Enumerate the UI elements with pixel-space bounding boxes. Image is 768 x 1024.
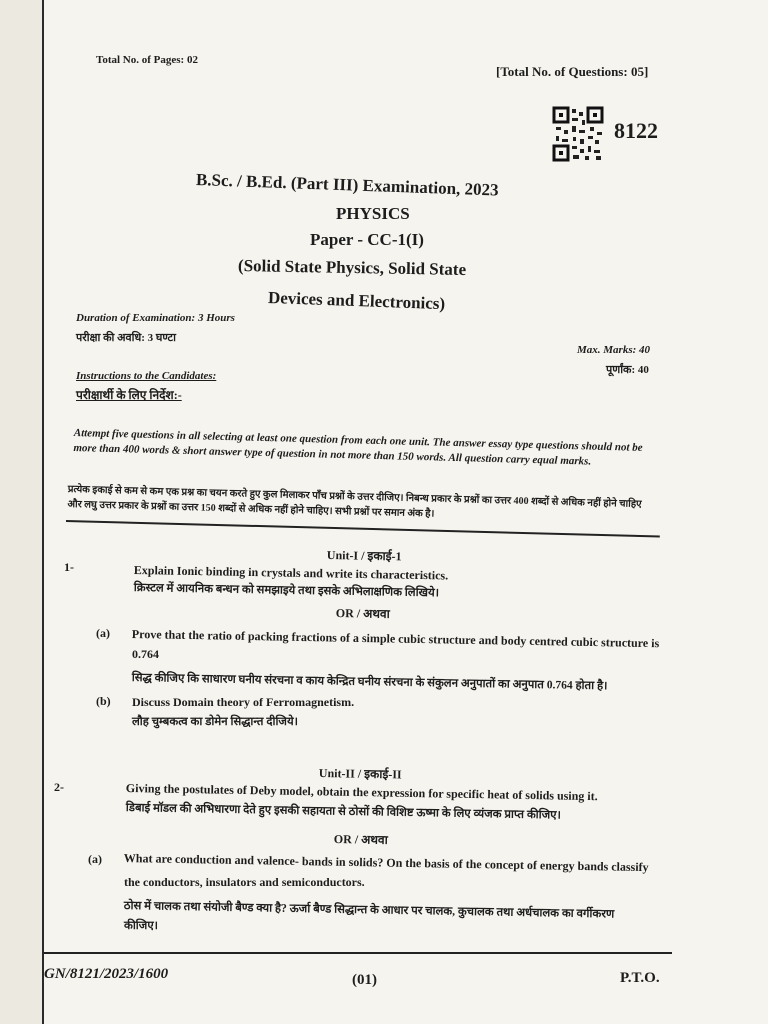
qr-code-icon bbox=[552, 106, 604, 162]
part-label: (b) bbox=[96, 694, 111, 708]
part-text-english-cont: the conductors, insulators and semiconductors. bbox=[124, 875, 365, 889]
part-text-english-cont: 0.764 bbox=[132, 647, 159, 661]
max-marks-english: Max. Marks: 40 bbox=[577, 344, 651, 356]
paper-code: 8122 bbox=[614, 118, 658, 143]
subject-title: PHYSICS bbox=[336, 204, 410, 223]
part-text-english: What are conduction and valence- bands in solids? On the basis of the concept of energy bands classify bbox=[123, 850, 649, 875]
footer-divider bbox=[44, 952, 672, 954]
instructions-heading-english: Instructions to the Candidates: bbox=[76, 370, 217, 382]
question-number: 1- bbox=[64, 560, 74, 574]
question-text-hindi: क्रिस्टल में आयनिक बन्धन को समझाइये तथा इसके अभिलाक्षणिक लिखिये। bbox=[133, 581, 440, 600]
total-pages: Total No. of Pages: 02 bbox=[96, 54, 198, 66]
paper-topic-line1: (Solid State Physics, Solid State bbox=[237, 256, 467, 279]
instructions-text-english: Attempt five questions in all selecting at least one question from each one unit. The answer essay type questions should not be more than 400 words & short answer type of question in not more than 150 words. All question carry equal marks. bbox=[73, 426, 643, 468]
part-text-hindi: सिद्ध कीजिए कि साधारण घनीय संरचना व काय केन्द्रित घनीय संरचना के संकुलन अनुपातों का अनुपात 0.764 होता है। bbox=[131, 671, 608, 693]
or-separator: OR / अथवा bbox=[333, 831, 388, 847]
duration-hindi: परीक्षा की अवधि: 3 घण्टा bbox=[76, 332, 176, 344]
question-number: 2- bbox=[54, 780, 64, 794]
instructions-heading-hindi: परीक्षार्थी के लिए निर्देश:- bbox=[76, 388, 182, 402]
question-text-english: Giving the postulates of Deby model, obtain the expression for specific heat of solids using it. bbox=[125, 780, 598, 804]
page-number: (01) bbox=[352, 972, 377, 988]
paper-name: Paper - CC-1(I) bbox=[310, 230, 424, 249]
part-text-hindi: लौह चुम्बकत्व का डोमेन सिद्धान्त दीजिये। bbox=[132, 716, 298, 728]
total-questions: [Total No. of Questions: 05] bbox=[496, 64, 649, 79]
footer-code: GN/8121/2023/1600 bbox=[44, 966, 169, 982]
question-text-hindi: डिबाई मॉडल की अभिधारणा देते हुए इसकी सहायता से ठोसों की विशिष्ट ऊष्मा के लिए व्यंजक प्राप्त कीजिए। bbox=[125, 801, 562, 822]
instructions-text-hindi: प्रत्येक इकाई से कम से कम एक प्रश्न का चयन करते हुए कुल मिलाकर पाँच प्रश्नों के उत्तर दीजिए। निबन्ध प्रकार के प्रश्नों का उत्तर 400 शब्दों से अधिक नहीं होने चाहिए और लघु उत्तर प्रकार के प्रश्नों का उत्तर 150 शब्दों से अधिक नहीं होने चाहिए। सभी प्रश्नों पर समान अंक है। bbox=[67, 483, 642, 520]
part-text-hindi: ठोस में चालक तथा संयोजी बैण्ड क्या है? ऊर्जा बैण्ड सिद्धान्त के आधार पर चालक, कुचालक तथा अर्धचालक का वर्गीकरण bbox=[123, 899, 615, 921]
max-marks-hindi: पूर्णांक: 40 bbox=[606, 364, 649, 376]
paper-topic-line2: Devices and Electronics) bbox=[267, 288, 446, 314]
exam-title: B.Sc. / B.Ed. (Part III) Examination, 2023 bbox=[195, 170, 499, 200]
question-text-english: Explain Ionic binding in crystals and write its characteristics. bbox=[133, 562, 449, 583]
part-label: (a) bbox=[96, 626, 110, 640]
unit-heading: Unit-I / इकाई-1 bbox=[326, 547, 402, 564]
duration-english: Duration of Examination: 3 Hours bbox=[76, 312, 235, 324]
or-separator: OR / अथवा bbox=[335, 605, 390, 621]
part-label: (a) bbox=[88, 852, 102, 866]
part-text-english: Prove that the ratio of packing fractions of a simple cubic structure and body centred cubic structure is bbox=[131, 626, 660, 651]
please-turn-over: P.T.O. bbox=[620, 970, 660, 986]
part-text-english: Discuss Domain theory of Ferromagnetism. bbox=[132, 695, 355, 709]
unit-heading: Unit-II / इकाई-II bbox=[318, 765, 402, 782]
part-text-hindi-cont: कीजिए। bbox=[124, 920, 159, 932]
